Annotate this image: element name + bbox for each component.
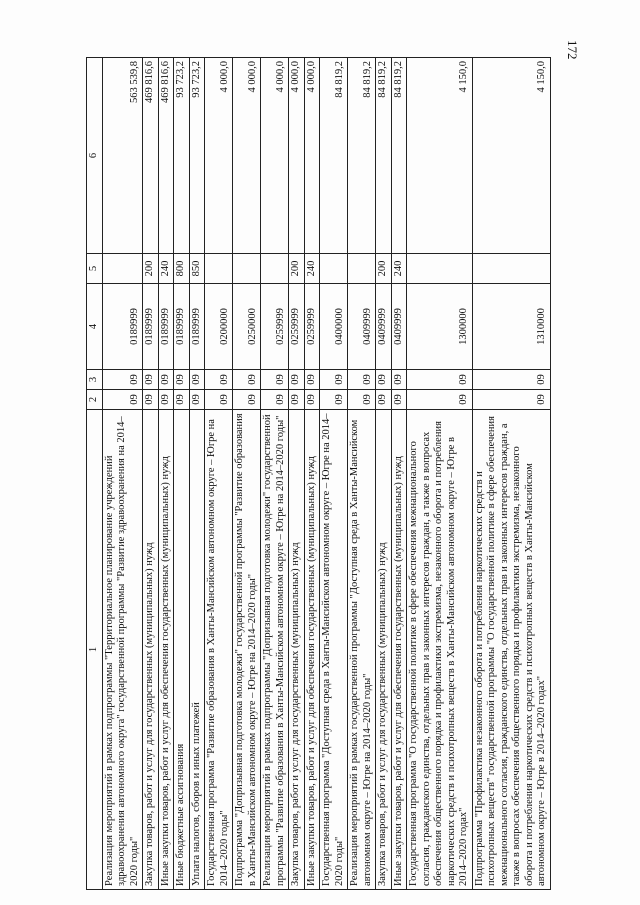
table-row — [407, 58, 473, 890]
page-number: 172 — [565, 40, 580, 60]
table-row — [304, 58, 320, 890]
row-name: Иные закупки товаров, работ и услуг для обеспечения государственных (муниципальных) нужд — [391, 410, 407, 890]
row-section: 09 — [261, 390, 289, 410]
row-name: Иные закупки товаров, работ и услуг для обеспечения государственных (муниципальных) нужд — [304, 410, 320, 890]
row-amount: 4 000,0 — [261, 58, 289, 254]
row-name: Реализация мероприятий в рамках государственной программы "Доступная среда в Ханты-Мансийском автономном округе – Югре на 2014–2020 годы" — [348, 410, 376, 890]
table-row — [233, 58, 261, 890]
row-section: 09 — [174, 390, 190, 410]
row-section: 09 — [407, 390, 473, 410]
row-section: 09 — [348, 390, 376, 410]
row-amount: 84 819,2 — [320, 58, 348, 254]
row-expense-type — [261, 254, 289, 284]
row-expense-type — [407, 254, 473, 284]
row-expense-type — [205, 254, 233, 284]
row-expense-type: 240 — [304, 254, 320, 284]
row-name: Подпрограмма "Профилактика незаконного оборота и потребления наркотических средств и психотропных веществ" государственной программы "О государственной политике в сфере обеспечения межнационального согласия, гражданского единства, отдельных прав и законных интересов граждан, а также в вопросах обеспечения общественного порядка и профилактики экстремизма, незаконного оборота и потребления наркотических средств и психотропных веществ в Ханты-Мансийском автономном округе – Югре в 2014–2020 годах" — [472, 410, 550, 890]
row-target-code: 1310000 — [472, 284, 550, 370]
row-section: 09 — [376, 390, 392, 410]
row-target-code: 0189999 — [158, 284, 174, 370]
row-amount: 84 819,2 — [348, 58, 376, 254]
row-section: 09 — [158, 390, 174, 410]
row-target-code: 0409999 — [376, 284, 392, 370]
header-cell-5: 5 — [87, 254, 103, 284]
table-row — [143, 58, 159, 890]
row-expense-type — [472, 254, 550, 284]
budget-table-rotated — [86, 58, 592, 890]
row-name: Закупка товаров, работ и услуг для государственных (муниципальных) нужд — [289, 410, 305, 890]
row-expense-type — [348, 254, 376, 284]
row-name: Закупка товаров, работ и услуг для государственных (муниципальных) нужд — [143, 410, 159, 890]
header-cell-1: 1 — [87, 410, 103, 890]
budget-table — [86, 57, 551, 890]
row-expense-type — [320, 254, 348, 284]
table-row — [320, 58, 348, 890]
row-name: Государственная программа "О государственной политике в сфере обеспечения межнационального согласия, гражданского единства, отдельных прав и законных интересов граждан, а также в вопросах обеспечения общественного порядка и профилактики экстремизма, незаконного оборота и потребления наркотических средств и психотропных веществ в Ханты-Мансийском автономном округе – Югре в 2014–2020 годах" — [407, 410, 473, 890]
header-row — [87, 58, 103, 890]
row-section: 09 — [233, 390, 261, 410]
row-target-code: 0409999 — [391, 284, 407, 370]
row-target-code: 1300000 — [407, 284, 473, 370]
row-section: 09 — [320, 390, 348, 410]
table-row — [348, 58, 376, 890]
table-row — [102, 58, 143, 890]
row-section: 09 — [189, 390, 205, 410]
row-expense-type: 200 — [376, 254, 392, 284]
row-expense-type: 200 — [143, 254, 159, 284]
table-row — [174, 58, 190, 890]
row-target-code: 0189999 — [143, 284, 159, 370]
table-row — [376, 58, 392, 890]
row-target-code: 0409999 — [348, 284, 376, 370]
row-subsection: 09 — [391, 370, 407, 390]
row-target-code: 0200000 — [205, 284, 233, 370]
table-row — [472, 58, 550, 890]
row-amount: 84 819,2 — [391, 58, 407, 254]
row-amount: 4 150,0 — [472, 58, 550, 254]
row-subsection: 09 — [348, 370, 376, 390]
row-subsection: 09 — [205, 370, 233, 390]
row-expense-type: 850 — [189, 254, 205, 284]
row-name: Реализация мероприятий в рамках подпрограммы "Территориальное планирование учреждений здравоохранения автономного округа" государственной программы "Развитие здравоохранения на 2014–2020 годы" — [102, 410, 143, 890]
row-name: Реализация мероприятий в рамках подпрограммы "Допризывная подготовка молодежи" государственной программы "Развитие образования в Ханты-Мансийском автономном округе – Югре на 2014–2020 годы" — [261, 410, 289, 890]
row-section: 09 — [472, 390, 550, 410]
row-amount: 4 000,0 — [205, 58, 233, 254]
row-amount: 4 000,0 — [289, 58, 305, 254]
row-subsection: 09 — [189, 370, 205, 390]
table-row — [391, 58, 407, 890]
row-target-code: 0189999 — [174, 284, 190, 370]
row-target-code: 0259999 — [261, 284, 289, 370]
row-target-code: 0400000 — [320, 284, 348, 370]
row-subsection: 09 — [143, 370, 159, 390]
row-expense-type — [102, 254, 143, 284]
row-amount: 4 000,0 — [233, 58, 261, 254]
header-cell-6: 6 — [87, 58, 103, 254]
row-expense-type — [233, 254, 261, 284]
row-subsection: 09 — [233, 370, 261, 390]
row-amount: 469 816,6 — [158, 58, 174, 254]
row-section: 09 — [391, 390, 407, 410]
row-section: 09 — [289, 390, 305, 410]
row-target-code: 0259999 — [304, 284, 320, 370]
row-name: Государственная программа "Доступная среда в Ханты-Мансийском автономном округе – Югре на 2014–2020 годы" — [320, 410, 348, 890]
row-amount: 4 150,0 — [407, 58, 473, 254]
header-cell-2: 2 — [87, 390, 103, 410]
row-target-code: 0250000 — [233, 284, 261, 370]
row-subsection: 09 — [376, 370, 392, 390]
row-amount: 93 723,2 — [174, 58, 190, 254]
row-section: 09 — [304, 390, 320, 410]
row-amount: 84 819,2 — [376, 58, 392, 254]
row-name: Уплата налогов, сборов и иных платежей — [189, 410, 205, 890]
row-subsection: 09 — [289, 370, 305, 390]
row-expense-type: 240 — [391, 254, 407, 284]
row-target-code: 0259999 — [289, 284, 305, 370]
row-amount: 563 539,8 — [102, 58, 143, 254]
table-row — [158, 58, 174, 890]
row-section: 09 — [102, 390, 143, 410]
row-subsection: 09 — [158, 370, 174, 390]
row-subsection: 09 — [261, 370, 289, 390]
row-name: Государственная программа "Развитие образования в Ханты-Мансийском автономном округе – Югре на 2014–2020 годы" — [205, 410, 233, 890]
row-expense-type: 800 — [174, 254, 190, 284]
row-section: 09 — [143, 390, 159, 410]
row-expense-type: 200 — [289, 254, 305, 284]
table-row — [205, 58, 233, 890]
table-row — [261, 58, 289, 890]
row-expense-type: 240 — [158, 254, 174, 284]
row-subsection: 09 — [174, 370, 190, 390]
row-subsection: 09 — [407, 370, 473, 390]
row-subsection: 09 — [472, 370, 550, 390]
header-cell-4: 4 — [87, 284, 103, 370]
row-amount: 93 723,2 — [189, 58, 205, 254]
row-subsection: 09 — [320, 370, 348, 390]
row-name: Подпрограмма "Допризывная подготовка молодежи" государственной программы "Развитие образования в Ханты-Мансийском автономном округе – Югре на 2014–2020 годы" — [233, 410, 261, 890]
row-target-code: 0189999 — [189, 284, 205, 370]
row-target-code: 0189999 — [102, 284, 143, 370]
table-row — [289, 58, 305, 890]
row-name: Иные бюджетные ассигнования — [174, 410, 190, 890]
row-name: Иные закупки товаров, работ и услуг для обеспечения государственных (муниципальных) нужд — [158, 410, 174, 890]
row-name: Закупка товаров, работ и услуг для государственных (муниципальных) нужд — [376, 410, 392, 890]
row-subsection: 09 — [304, 370, 320, 390]
header-cell-3: 3 — [87, 370, 103, 390]
row-amount: 469 816,6 — [143, 58, 159, 254]
row-amount: 4 000,0 — [304, 58, 320, 254]
row-section: 09 — [205, 390, 233, 410]
table-row — [189, 58, 205, 890]
row-subsection: 09 — [102, 370, 143, 390]
